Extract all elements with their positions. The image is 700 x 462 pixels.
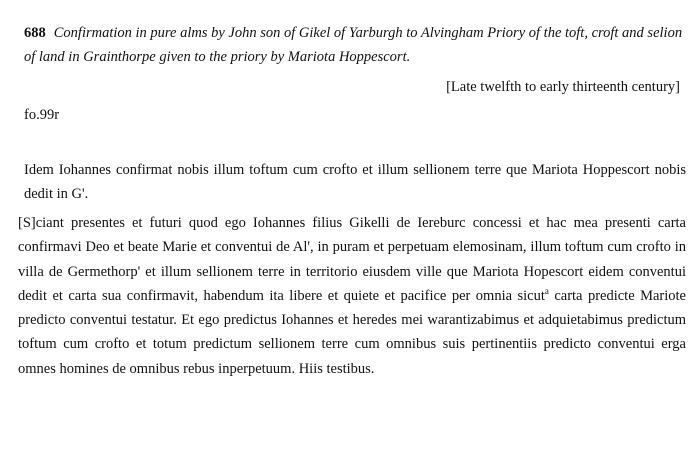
entry-date: [Late twelfth to early thirteenth century]	[446, 79, 680, 95]
folio-reference: fo.99r	[24, 107, 60, 123]
latin-summary: Idem Iohannes confirmat nobis illum toftum cum crofto et illum sellionem terre que Mariota Hoppescort nobis dedit in G'.	[24, 162, 686, 202]
charter-text	[18, 211, 686, 381]
entry-heading	[24, 21, 688, 69]
entry-title: Confirmation in pure alms by John son of Gikel of Yarburgh to Alvingham Priory of the toft, croft and selion of land in Grainthorpe given to the priory by Mariota Hoppescort.	[24, 25, 683, 65]
footnote-marker: a	[544, 286, 549, 297]
charter-text-part-2: carta predicte Mariote predicto conventui testatur. Et ego predictus Iohannes et heredes mei warantizabimus et adquietabimus predictum toftum cum crofto et totum predictum sellionem terre cum omnibus suis pertinentiis predicto conventui erga omnes homines de omnibus rebus inperpetuum. Hiis testibus.	[18, 287, 686, 377]
entry-number: 688	[24, 25, 46, 41]
charter-text-part-1: [S]ciant presentes et futuri quod ego Iohannes filius Gikelli de Iereburc concessi et hac mea presenti carta confirmavi Deo et beate Marie et conventui de Al', in puram et perpetuam elemosinam, illum toftum cum crofto in villa de Germethorp' et illum sellionem terre in territorio eiusdem ville que Mariota Hopescort eidem conventui dedit et carta sua confirmavit, habendum ita libere et quiete et pacifice per omnia sicut	[18, 215, 686, 304]
